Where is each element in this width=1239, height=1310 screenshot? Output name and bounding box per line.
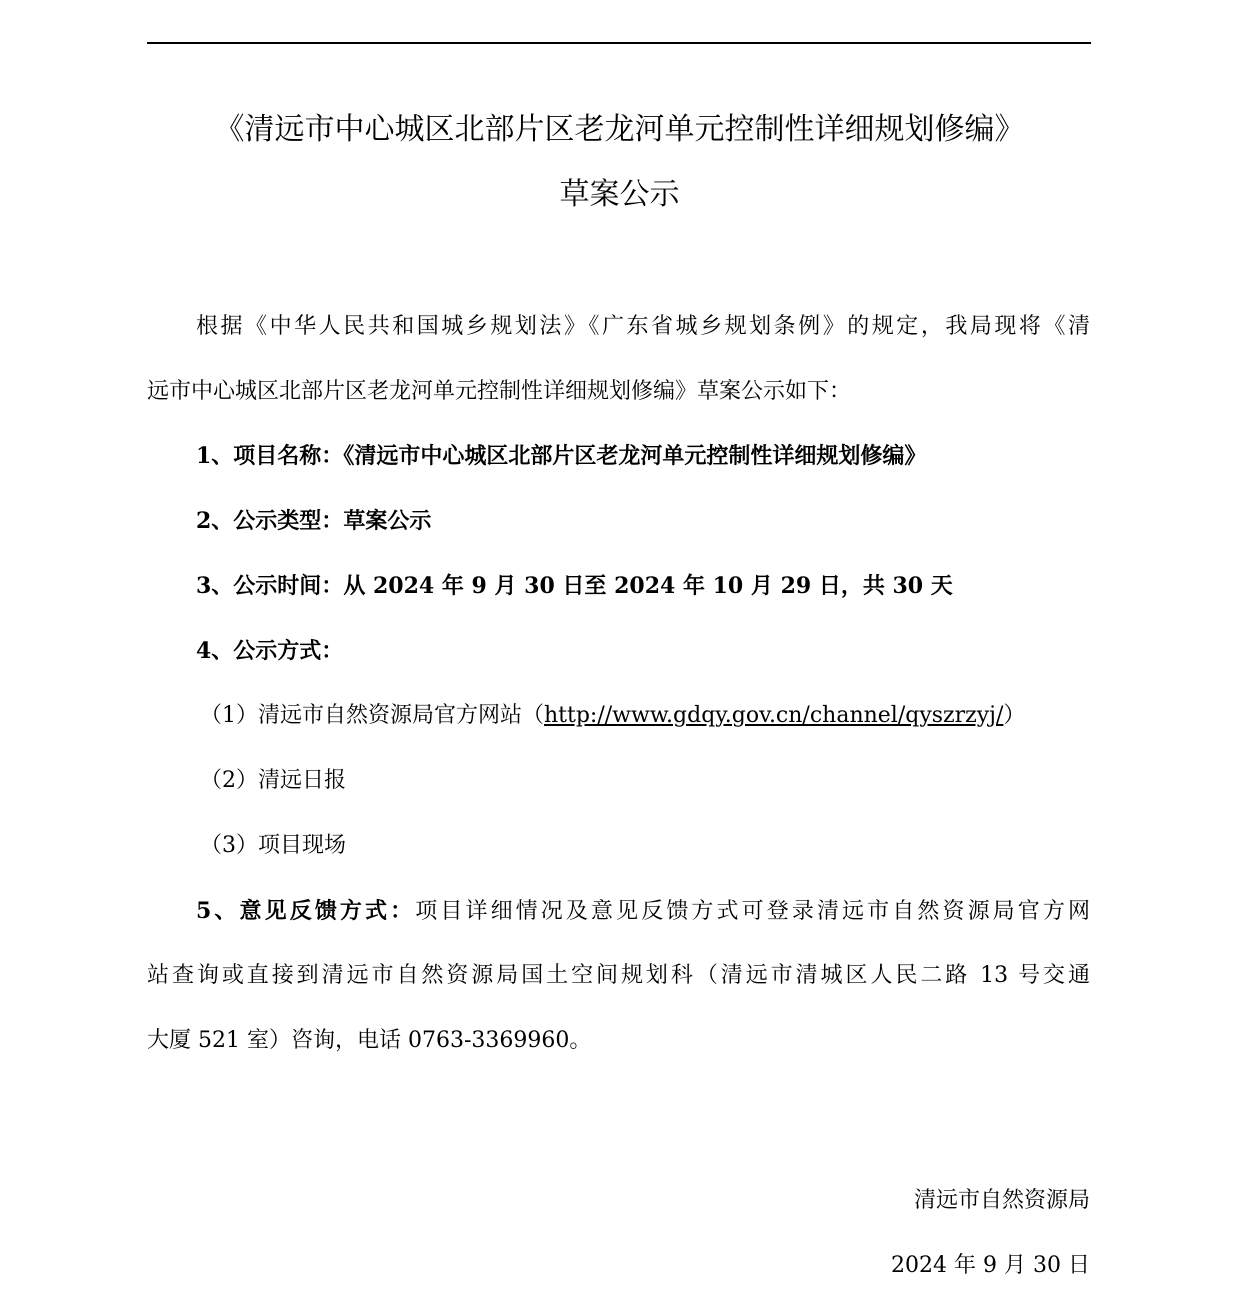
item-methods-label: 4、公示方式： [196,638,344,664]
item-feedback-label: 5、意见反馈方式： [196,898,416,924]
top-rule [147,42,1091,44]
website-link[interactable]: http://www.gdqy.gov.cn/channel/qyszrzyj/ [544,703,1004,728]
item-time-value: 从 2024 年 9 月 30 日至 2024 年 10 月 29 日，共 30 天 [343,573,953,599]
item-type [196,506,431,537]
signature-date: 2024 年 9 月 30 日 [891,1253,1090,1278]
intro-line-2: 远市中心城区北部片区老龙河单元控制性详细规划修编》草案公示如下： [147,379,852,404]
method-website [200,701,1025,731]
item-feedback-line-2: 站查询或直接到清远市自然资源局国土空间规划科（清远市清城区人民二路 13 号交通 [147,963,1090,988]
method-website-prefix: （1）清远市自然资源局官方网站（ [200,703,544,728]
method-newspaper: （2）清远日报 [200,768,346,793]
item-project-name-label: 1、项目名称： [196,443,344,469]
item-project-name-value: 《清远市中心城区北部片区老龙河单元控制性详细规划修编》 [343,443,927,469]
document-title: 《清远市中心城区北部片区老龙河单元控制性详细规划修编》 [214,112,1025,147]
item-feedback-line-1 [196,896,1090,927]
item-time [196,571,953,602]
item-type-value: 草案公示 [343,508,432,534]
document-subtitle: 草案公示 [559,177,680,212]
method-site: （3）项目现场 [200,833,346,858]
item-project-name [196,441,926,472]
item-time-label: 3、公示时间： [196,573,344,599]
item-type-label: 2、公示类型： [196,508,344,534]
signature-org: 清远市自然资源局 [913,1188,1090,1213]
item-feedback-text-1: 项目详细情况及意见反馈方式可登录清远市自然资源局官方网 [415,899,1090,924]
intro-line-1: 根据《中华人民共和国城乡规划法》《广东省城乡规划条例》的规定，我局现将《清 [196,314,1090,339]
method-website-suffix: ） [1003,703,1026,728]
item-feedback-line-3: 大厦 521 室）咨询，电话 0763-3369960。 [147,1028,592,1053]
